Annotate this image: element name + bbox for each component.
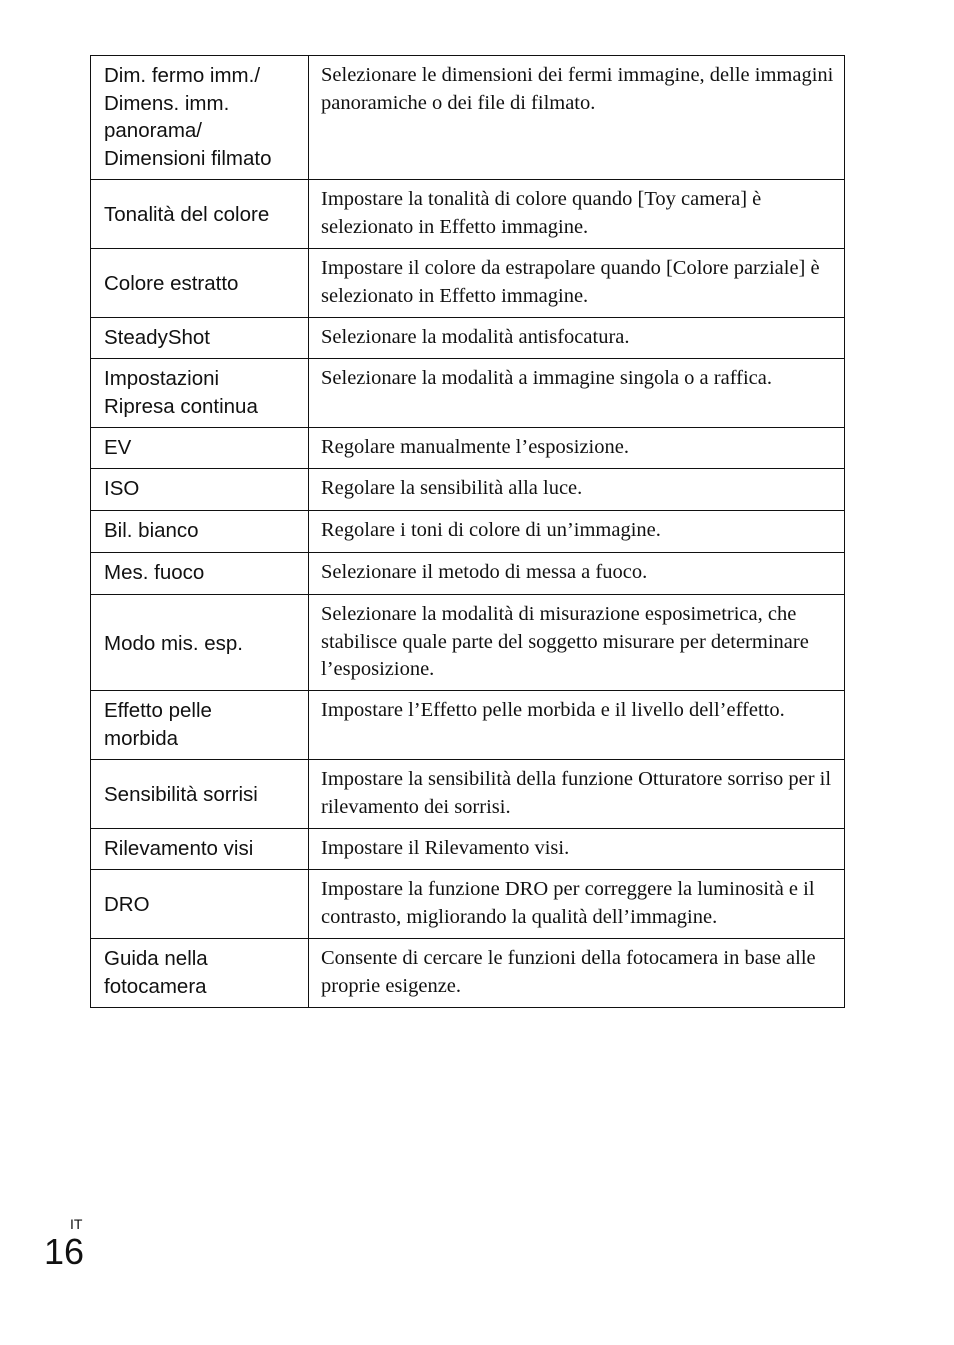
table-row: [91, 595, 845, 691]
setting-description: Impostare il colore da estrapolare quando [Colore parziale] è selezionato in Effetto immagine.: [309, 249, 845, 318]
setting-description: Impostare la funzione DRO per correggere la luminosità e il contrasto, migliorando la qualità dell’immagine.: [309, 870, 845, 939]
setting-description: Selezionare il metodo di messa a fuoco.: [309, 553, 845, 595]
setting-description: Selezionare la modalità antisfocatura.: [309, 318, 845, 359]
setting-name-line: fotocamera: [104, 974, 207, 998]
setting-name: Sensibilità sorrisi: [91, 760, 309, 829]
setting-name: DRO: [91, 870, 309, 939]
setting-name-line: Dim. fermo imm./: [104, 64, 261, 87]
setting-description: Selezionare la modalità di misurazione esposimetrica, che stabilisce quale parte del soggetto misurare per determinare l’esposizione.: [309, 595, 845, 691]
setting-name: SteadyShot: [91, 318, 309, 359]
setting-description: Regolare manualmente l’esposizione.: [309, 428, 845, 469]
page-number: 16: [44, 1231, 85, 1272]
setting-name: [91, 691, 309, 760]
setting-name: Modo mis. esp.: [91, 595, 309, 691]
table-row: [91, 469, 845, 511]
setting-description: Selezionare la modalità a immagine singola o a raffica.: [309, 359, 845, 428]
setting-description: Impostare il Rilevamento visi.: [309, 829, 845, 870]
setting-name-line: Dimensioni filmato: [104, 146, 272, 170]
setting-name-line: Dimens. imm.: [104, 91, 230, 115]
setting-name-line: Effetto pelle: [104, 699, 212, 722]
table-row: [91, 318, 845, 359]
table-row: [91, 359, 845, 428]
settings-table: [90, 55, 845, 1008]
setting-name: Rilevamento visi: [91, 829, 309, 870]
table-row: [91, 939, 845, 1008]
setting-name: Colore estratto: [91, 249, 309, 318]
table-row: [91, 760, 845, 829]
table-row: [91, 180, 845, 249]
table-row: [91, 511, 845, 553]
setting-description: Impostare l’Effetto pelle morbida e il livello dell’effetto.: [309, 691, 845, 760]
table-row: [91, 870, 845, 939]
table-row: [91, 829, 845, 870]
setting-description: Impostare la sensibilità della funzione Otturatore sorriso per il rilevamento dei sorrisi.: [309, 760, 845, 829]
table-row: [91, 691, 845, 760]
setting-description: Consente di cercare le funzioni della fotocamera in base alle proprie esigenze.: [309, 939, 845, 1008]
table-row: [91, 553, 845, 595]
setting-name: Bil. bianco: [91, 511, 309, 553]
setting-name: Tonalità del colore: [91, 180, 309, 249]
setting-name-line: Ripresa continua: [104, 394, 258, 418]
setting-name-line: panorama/: [104, 119, 203, 142]
setting-description: Regolare la sensibilità alla luce.: [309, 469, 845, 511]
setting-name: [91, 939, 309, 1008]
setting-name-line: Guida nella: [104, 947, 208, 970]
language-code: IT: [70, 1216, 83, 1232]
setting-description: Regolare i toni di colore di un’immagine.: [309, 511, 845, 553]
setting-name: [91, 359, 309, 428]
setting-name-line: morbida: [104, 726, 179, 750]
setting-name: ISO: [91, 469, 309, 511]
setting-name: EV: [91, 428, 309, 469]
setting-name: Mes. fuoco: [91, 553, 309, 595]
table-row: [91, 428, 845, 469]
setting-description: Selezionare le dimensioni dei fermi immagine, delle immagini panoramiche o dei file di filmato.: [309, 56, 845, 180]
setting-name: [91, 56, 309, 180]
table-row: [91, 249, 845, 318]
table-row: [91, 56, 845, 180]
setting-description: Impostare la tonalità di colore quando [Toy camera] è selezionato in Effetto immagine.: [309, 180, 845, 249]
page-footer: [44, 1216, 104, 1276]
setting-name-line: Impostazioni: [104, 367, 220, 390]
